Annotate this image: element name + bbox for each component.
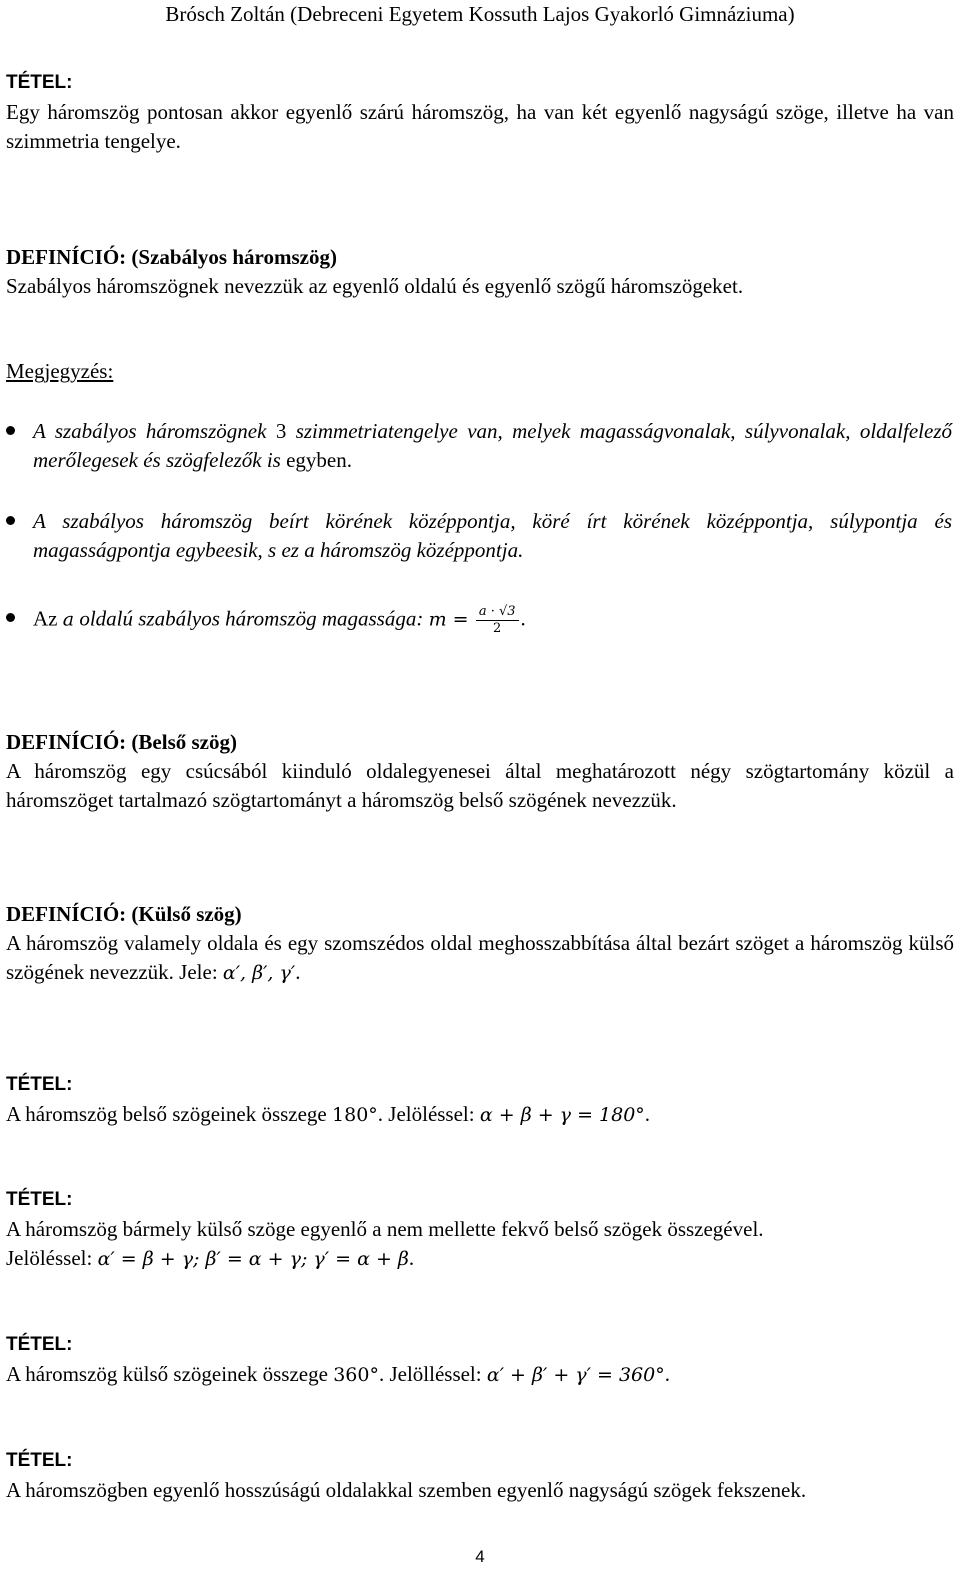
bullet-3-middle: oldalú szabályos háromszög magassága: [74, 606, 429, 631]
side-variable: a [62, 608, 75, 631]
theorem-2-prefix: A háromszög belső szögeinek összege [6, 1102, 333, 1126]
note-bullet-2 [6, 507, 952, 567]
theorem-3-label: TÉTEL: [6, 1189, 73, 1210]
note-bullet-3 [6, 600, 952, 648]
fraction-numerator: a · √3 [476, 604, 519, 621]
bullet-icon [6, 426, 15, 435]
theorem-3-notation [6, 1244, 954, 1274]
theorem-1-label: TÉTEL: [6, 72, 73, 93]
theorem-3-formula: α′ = β + γ; β′ = α + γ; γ′ = α + β [97, 1248, 409, 1270]
fraction-denominator: 2 [493, 621, 502, 636]
bullet-1-part-1: A szabályos háromszögnek [33, 419, 276, 443]
page-header: Brósch Zoltán (Debreceni Egyetem Kossuth Lajos Gyakorló Gimnáziuma) [165, 2, 795, 26]
theorem-2-label: TÉTEL: [6, 1074, 73, 1095]
theorem-4-prefix: A háromszög külső szögeinek összege [6, 1362, 334, 1386]
note-bullet-1-text [33, 417, 952, 475]
bullet-icon [6, 613, 15, 622]
theorem-4-value: 360° [333, 1364, 379, 1386]
definition-3-text [6, 929, 954, 988]
theorem-3-end: . [408, 1246, 415, 1270]
theorem-1-text: Egy háromszög pontosan akkor egyenlő szárú háromszög, ha van két egyenlő nagyságú szöge, illetve ha van szimmetria tengelye. [6, 100, 954, 153]
bullet-1-number: 3 [275, 419, 287, 443]
theorem-2-value: 180° [332, 1104, 378, 1126]
bullet-3-prefix: Az [33, 606, 63, 631]
definition-1-text: Szabályos háromszögnek nevezzük az egyenlő oldalú és egyenlő szögű háromszögeket. [6, 274, 744, 298]
bullet-1-part-3: egyben. [286, 448, 353, 472]
theorem-4-formula: α′ + β′ + γ′ = 360° [486, 1364, 665, 1386]
definition-3-end: . [295, 960, 301, 984]
definition-2-label: DEFINÍCIÓ: (Belső szög) [6, 730, 237, 754]
exterior-angle-notation: α′, β′, γ′ [222, 962, 296, 984]
bullet-icon [6, 516, 15, 525]
bullet-1-part-2: szimmetriatengelye van, melyek magasságvonalak, súlyvonalak, oldalfelező merőlegesek és szögfelezők is [33, 419, 953, 472]
page-number: 4 [475, 1547, 485, 1566]
theorem-5-text: A háromszögben egyenlő hosszúságú oldalakkal szemben egyenlő nagyságú szögek fekszenek. [6, 1478, 807, 1502]
theorem-4-text [6, 1360, 954, 1390]
bullet-3-end: . [520, 606, 526, 631]
theorem-3-text: A háromszög bármely külső szöge egyenlő a nem mellette fekvő belső szögek összegével. [6, 1217, 764, 1241]
note-bullet-2-text: A szabályos háromszög beírt körének középpontja, köré írt körének középpontja, súlypontja és magasságpontja egybeesik, s ez a háromszög középpontja. [33, 509, 952, 562]
theorem-4-label: TÉTEL: [6, 1334, 73, 1355]
theorem-2-end: . [644, 1102, 651, 1126]
note-bullet-3-text [33, 604, 952, 637]
height-lhs: m = [428, 608, 469, 631]
theorem-4-mid: . Jelölléssel: [378, 1362, 487, 1386]
definition-2-text: A háromszög egy csúcsából kiinduló oldalegyenesei által meghatározott négy szögtartomány közül a háromszöget tartalmazó szögtartományt a háromszög belső szögének nevezzük. [6, 759, 954, 812]
theorem-4-end: . [664, 1362, 670, 1386]
definition-1-label: DEFINÍCIÓ: (Szabályos háromszög) [6, 245, 337, 269]
theorem-2-text [6, 1100, 954, 1130]
definition-3-label: DEFINÍCIÓ: (Külső szög) [6, 902, 242, 926]
definition-3-prefix: A háromszög valamely oldala és egy szomszédos oldal meghosszabbítása által bezárt szöget a háromszög külső szögének nevezzük. Jele: [6, 931, 954, 984]
note-bullet-1 [6, 417, 952, 477]
theorem-5-label: TÉTEL: [6, 1450, 73, 1471]
note-label: Megjegyzés: [6, 359, 114, 383]
height-fraction [476, 604, 519, 637]
theorem-2-formula: α + β + γ = 180° [479, 1104, 645, 1126]
theorem-2-mid: . Jelöléssel: [377, 1102, 480, 1126]
theorem-3-prefix: Jelöléssel: [6, 1246, 98, 1270]
